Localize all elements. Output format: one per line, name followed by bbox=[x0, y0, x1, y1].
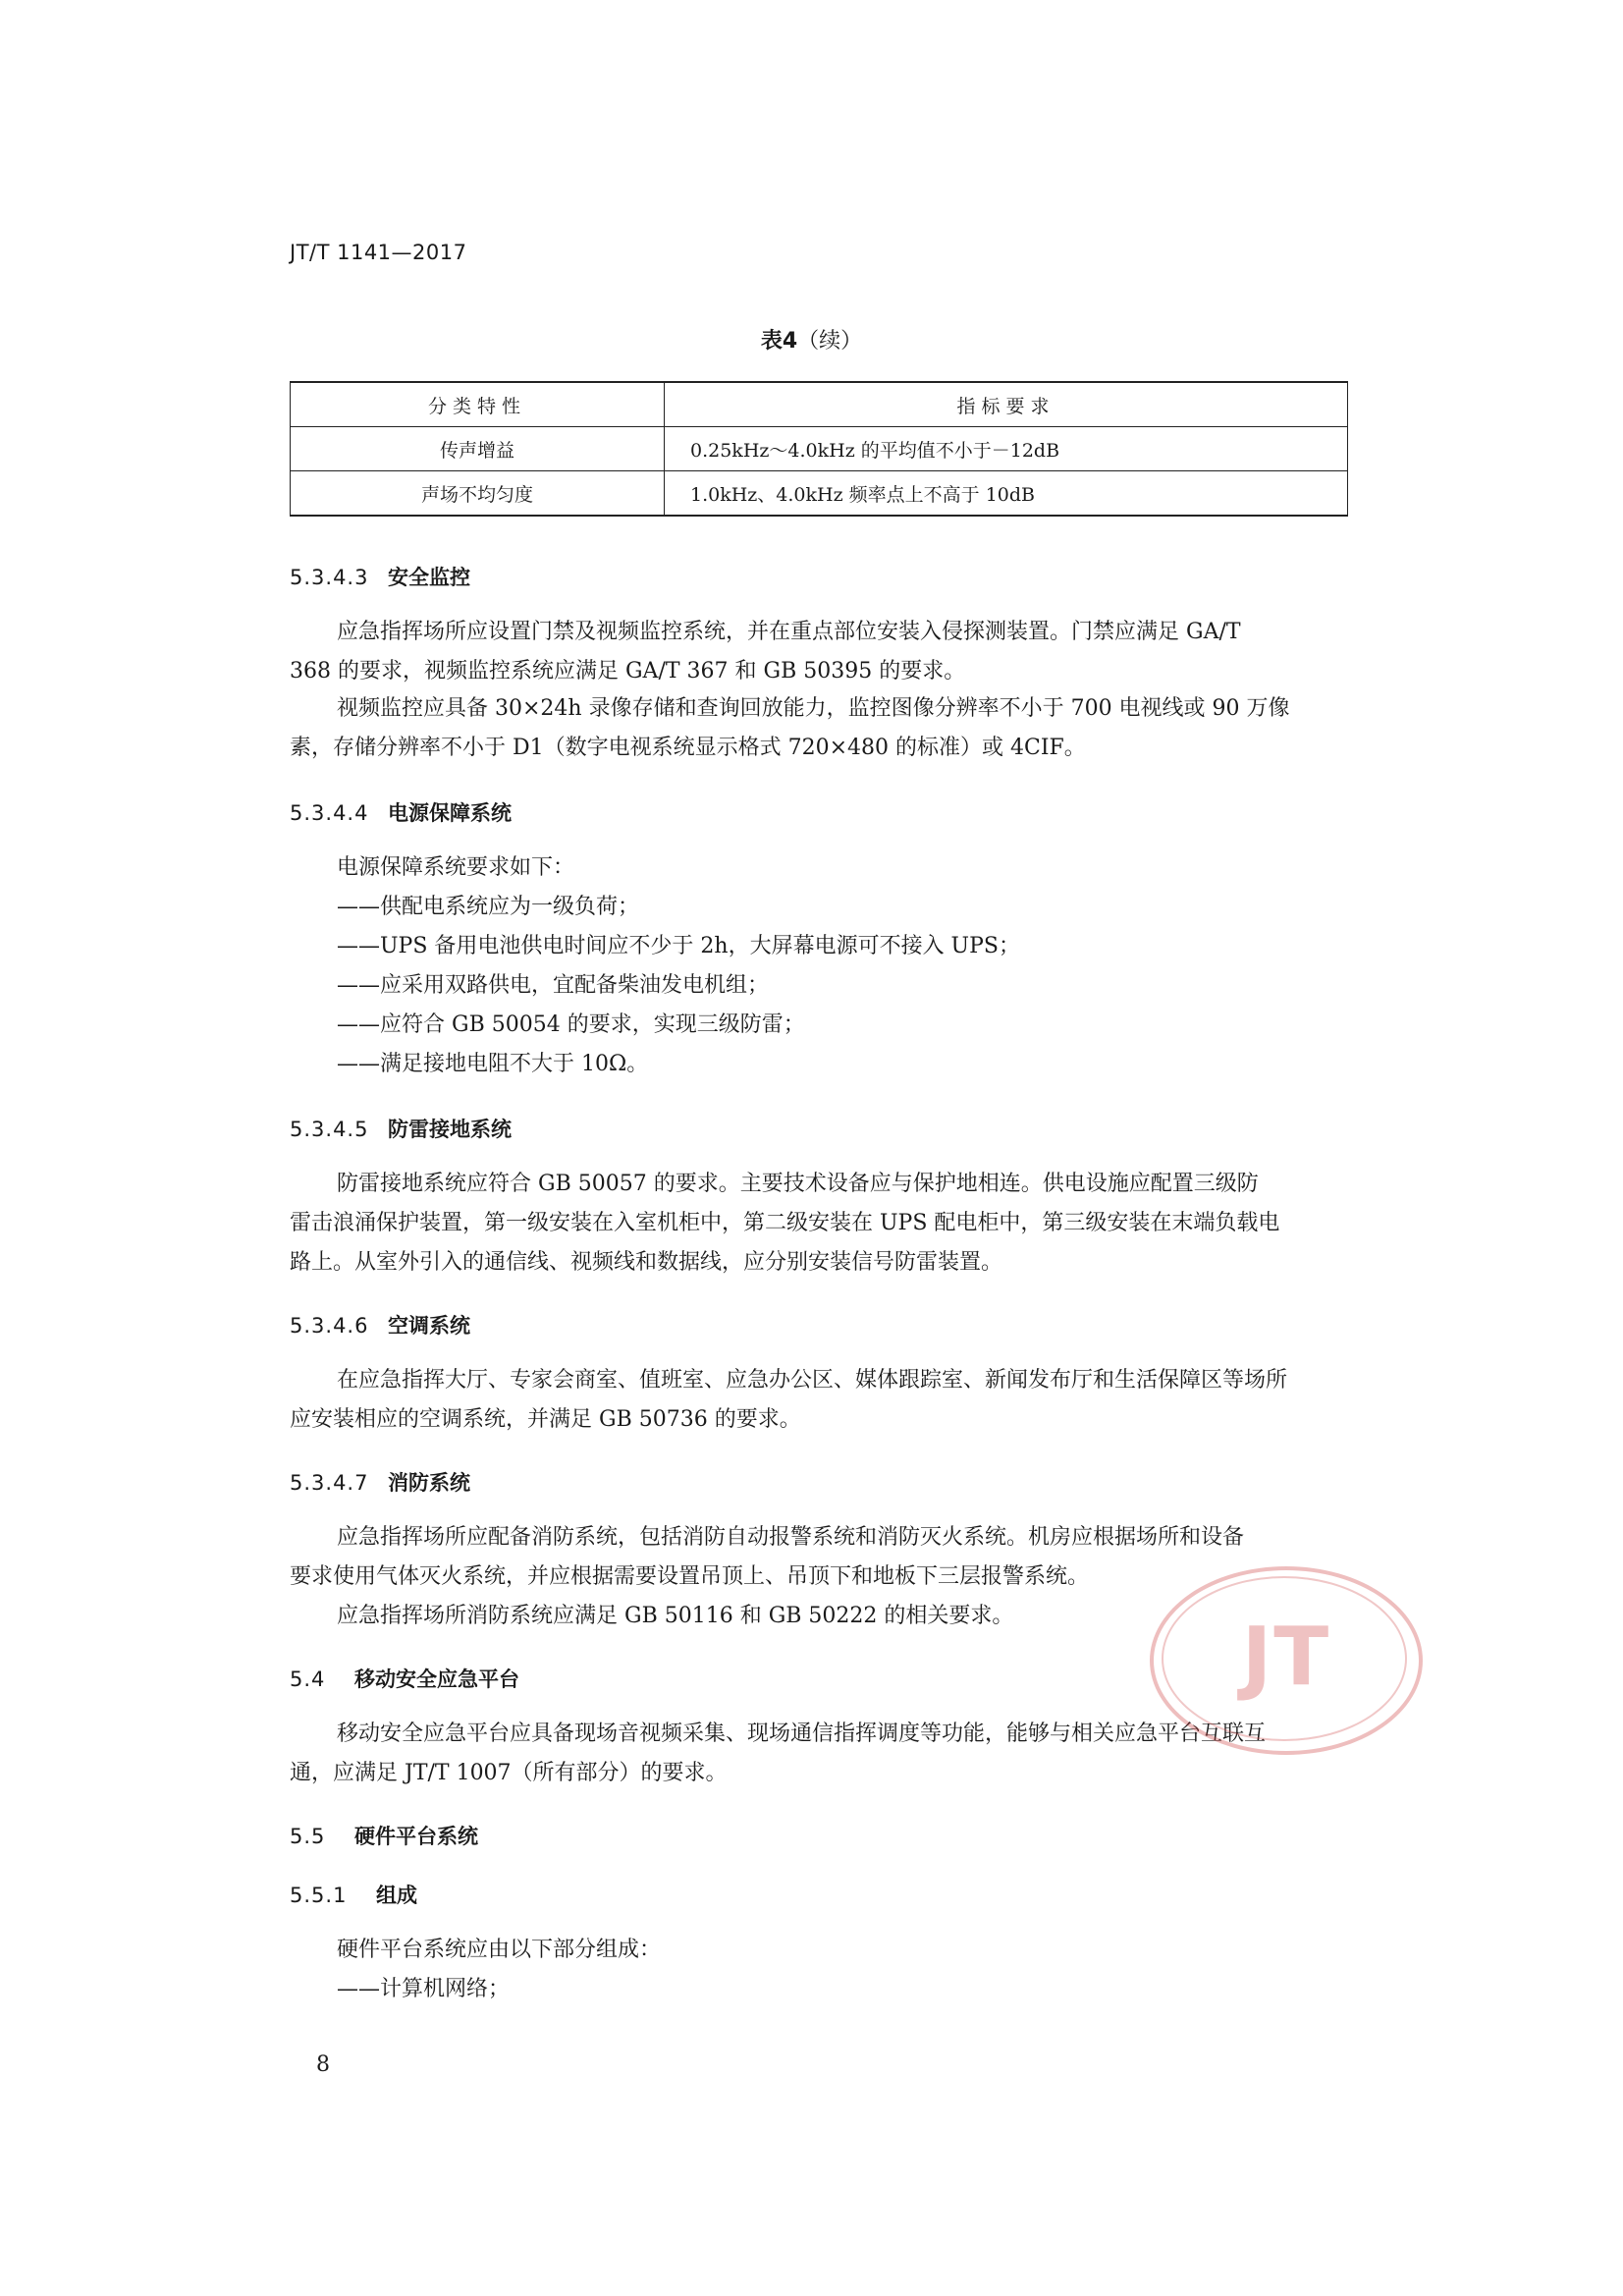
paragraph-line: 在应急指挥大厅、专家会商室、值班室、应急办公区、媒体跟踪室、新闻发布厅和生活保障区等场所 bbox=[337, 1368, 1288, 1393]
section-number: 5.3.4.3 bbox=[290, 566, 369, 589]
table-title-number: 表4 bbox=[760, 329, 798, 354]
list-item: ——应采用双路供电，宜配备柴油发电机组； bbox=[337, 973, 770, 998]
table-header-category: 分类特性 bbox=[291, 382, 665, 427]
table-title-continued: （续） bbox=[797, 329, 863, 354]
section-heading-5344 bbox=[290, 797, 512, 827]
table-header-requirement: 指标要求 bbox=[665, 382, 1348, 427]
section-title: 空调系统 bbox=[388, 1314, 470, 1338]
paragraph-line: 应急指挥场所消防系统应满足 GB 50116 和 GB 50222 的相关要求。 bbox=[337, 1604, 1014, 1628]
list-intro: 电源保障系统要求如下： bbox=[337, 855, 575, 880]
paragraph-line: 要求使用气体灭火系统，并应根据需要设置吊顶上、吊顶下和地板下三层报警系统。 bbox=[290, 1564, 1090, 1589]
section-heading-54 bbox=[290, 1664, 519, 1693]
stamp-logo-text: JT bbox=[1241, 1611, 1331, 1704]
section-title: 安全监控 bbox=[388, 566, 470, 589]
section-heading-5345 bbox=[290, 1114, 512, 1143]
table-cell: 1.0kHz、4.0kHz 频率点上不高于 10dB bbox=[665, 471, 1348, 517]
table-title bbox=[0, 324, 1623, 355]
section-heading-55 bbox=[290, 1821, 478, 1850]
section-heading-5346 bbox=[290, 1310, 470, 1339]
section-title: 电源保障系统 bbox=[388, 801, 512, 825]
list-intro: 硬件平台系统应由以下部分组成： bbox=[337, 1938, 662, 1962]
list-item: ——UPS 备用电池供电时间应不少于 2h，大屏幕电源可不接入 UPS； bbox=[337, 934, 1020, 958]
section-number: 5.3.4.4 bbox=[290, 801, 369, 825]
section-number: 5.3.4.6 bbox=[290, 1314, 369, 1338]
section-number: 5.3.4.5 bbox=[290, 1118, 369, 1141]
paragraph-video-monitoring bbox=[290, 689, 1348, 768]
section-number: 5.3.4.7 bbox=[290, 1471, 369, 1495]
table-cell: 0.25kHz～4.0kHz 的平均值不小于－12dB bbox=[665, 427, 1348, 471]
section-number: 5.5.1 bbox=[290, 1884, 348, 1907]
paragraph-fire-protection bbox=[290, 1518, 1348, 1597]
paragraph-line: 防雷接地系统应符合 GB 50057 的要求。主要技术设备应与保护地相连。供电设施应配置三级防 bbox=[337, 1172, 1259, 1196]
paragraph-access-control bbox=[290, 613, 1348, 691]
paragraph-line: 素，存储分辨率不小于 D1（数字电视系统显示格式 720×480 的标准）或 4CIF。 bbox=[290, 736, 1086, 760]
table-row bbox=[291, 427, 1348, 471]
table-row bbox=[291, 471, 1348, 517]
paragraph-line: 应安装相应的空调系统，并满足 GB 50736 的要求。 bbox=[290, 1407, 801, 1432]
paragraph-line: 应急指挥场所应设置门禁及视频监控系统，并在重点部位安装入侵探测装置。门禁应满足 GA/T bbox=[337, 620, 1241, 644]
paragraph-line: 路上。从室外引入的通信线、视频线和数据线，应分别安装信号防雷装置。 bbox=[290, 1250, 1003, 1275]
paragraph-line: 368 的要求，视频监控系统应满足 GA/T 367 和 GB 50395 的要求。 bbox=[290, 659, 966, 683]
section-title: 组成 bbox=[376, 1884, 417, 1907]
table-header-row bbox=[291, 382, 1348, 427]
section-title: 硬件平台系统 bbox=[354, 1825, 478, 1848]
paragraph-line: 移动安全应急平台应具备现场音视频采集、现场通信指挥调度等功能，能够与相关应急平台互联互 bbox=[337, 1722, 1267, 1746]
paragraph-air-conditioning bbox=[290, 1361, 1348, 1440]
page-number: 8 bbox=[316, 2052, 330, 2077]
section-title: 移动安全应急平台 bbox=[354, 1667, 519, 1691]
document-code: JT/T 1141—2017 bbox=[290, 241, 467, 264]
table-cell: 传声增益 bbox=[291, 427, 665, 471]
section-title: 防雷接地系统 bbox=[388, 1118, 512, 1141]
list-item: ——满足接地电阻不大于 10Ω。 bbox=[337, 1052, 649, 1076]
paragraph-line: 雷击浪涌保护装置，第一级安装在入室机柜中，第二级安装在 UPS 配电柜中，第三级安装在末端负载电 bbox=[290, 1211, 1280, 1235]
paragraph-line: 应急指挥场所应配备消防系统，包括消防自动报警系统和消防灭火系统。机房应根据场所和设备 bbox=[337, 1525, 1245, 1550]
section-title: 消防系统 bbox=[388, 1471, 470, 1495]
list-item: ——供配电系统应为一级负荷； bbox=[337, 895, 640, 919]
section-heading-551 bbox=[290, 1880, 417, 1909]
table-cell: 声场不均匀度 bbox=[291, 471, 665, 517]
section-number: 5.4 bbox=[290, 1667, 326, 1691]
paragraph-line: 通，应满足 JT/T 1007（所有部分）的要求。 bbox=[290, 1761, 728, 1785]
section-heading-5347 bbox=[290, 1467, 470, 1497]
section-heading-5343 bbox=[290, 562, 470, 591]
list-item: ——计算机网络； bbox=[337, 1977, 511, 2001]
list-item: ——应符合 GB 50054 的要求，实现三级防雷； bbox=[337, 1012, 805, 1037]
spec-table bbox=[290, 381, 1348, 517]
paragraph-line: 视频监控应具备 30×24h 录像存储和查询回放能力，监控图像分辨率不小于 700 电视线或 90 万像 bbox=[337, 696, 1290, 721]
section-number: 5.5 bbox=[290, 1825, 326, 1848]
paragraph-lightning-protection bbox=[290, 1165, 1348, 1283]
